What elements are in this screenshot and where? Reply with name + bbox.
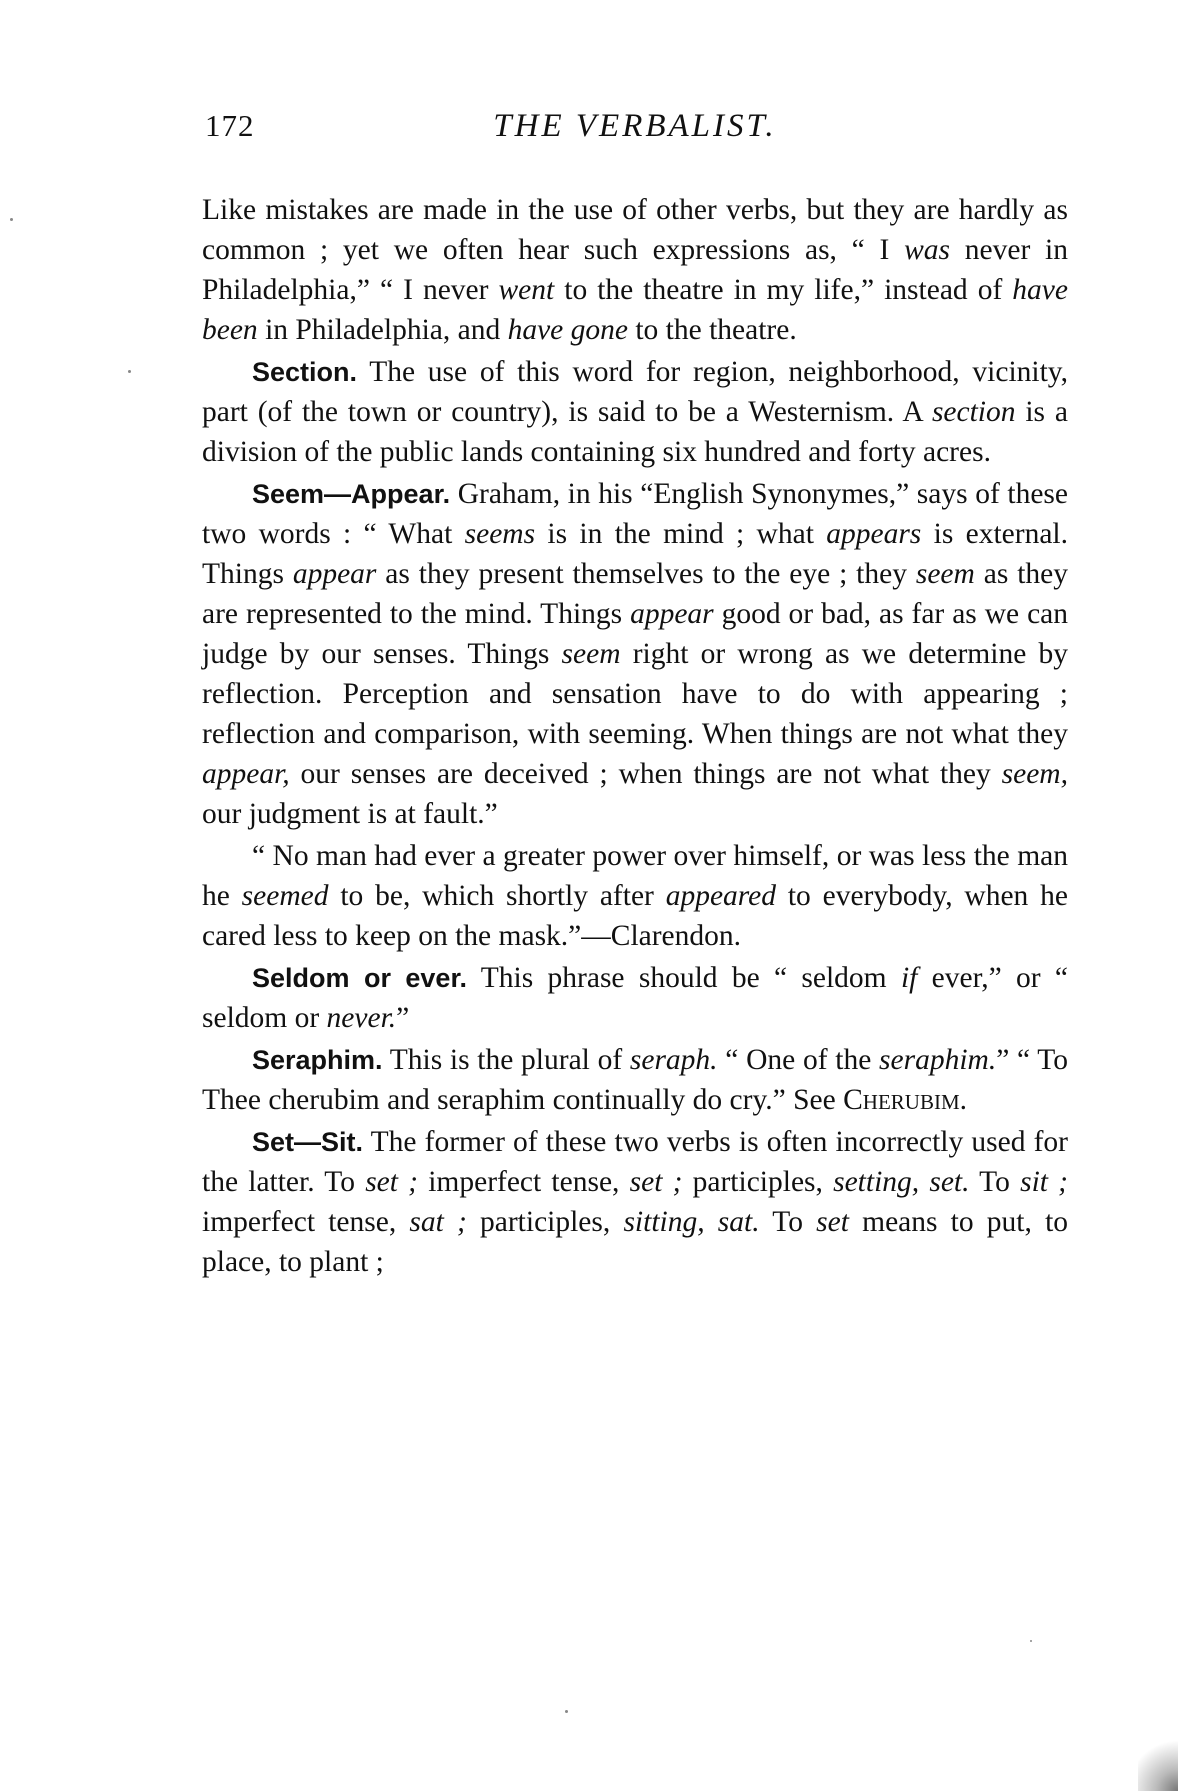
emphasis: seems [464, 518, 536, 550]
text-run: “ One of the [717, 1044, 880, 1076]
emphasis: seemed [241, 880, 329, 912]
paragraph-continuation [202, 190, 1068, 350]
emphasis: sitting, sat. [623, 1206, 760, 1238]
emphasis: appeared [665, 880, 777, 912]
entry-term: Seldom or ever. [252, 963, 467, 993]
text-run: imperfect tense, [418, 1166, 630, 1198]
emphasis: seem, [1001, 758, 1068, 790]
text-run: The former of these two verbs is often incorrectly used for the latter. To [202, 1126, 1068, 1198]
running-title: THE VERBALIST. [493, 108, 777, 144]
emphasis: setting, set. [833, 1166, 970, 1198]
text-run: This phrase should be “ seldom [466, 962, 901, 994]
text-run: participles, [466, 1206, 624, 1238]
emphasis: was [904, 234, 951, 266]
emphasis: appear [292, 558, 377, 590]
entry-seem-appear [202, 474, 1068, 834]
emphasis: seem [561, 638, 621, 670]
body-text [202, 190, 1068, 1284]
entry-seraphim [202, 1040, 1068, 1120]
text-run: is a division of the public lands containing six hundred and forty acres. [202, 396, 1068, 468]
text-run: This is the plural of [382, 1044, 630, 1076]
emphasis: set ; [629, 1166, 683, 1198]
quotation-clarendon [202, 836, 1068, 956]
emphasis: if [900, 962, 918, 994]
emphasis: appears [826, 518, 922, 550]
text-run: ” [396, 1002, 410, 1034]
text-run: To [969, 1166, 1021, 1198]
emphasis: set [816, 1206, 849, 1238]
running-head [205, 108, 1065, 152]
emphasis: seraph. [629, 1044, 718, 1076]
entry-term: Section. [252, 357, 358, 387]
text-run: imperfect tense, [202, 1206, 410, 1238]
text-run: to the theatre in my life,” instead of [554, 274, 1013, 306]
entry-set-sit [202, 1122, 1068, 1282]
entry-section [202, 352, 1068, 472]
text-run: participles, [682, 1166, 834, 1198]
text-run: “ No man had ever a greater power over himself, or was less the man he [202, 840, 1068, 912]
text-run: Like mistakes are made in the use of other verbs, but they are hardly as common ; yet we often hear such expressions as, “ I [202, 194, 1068, 266]
emphasis: appear, [202, 758, 290, 790]
text-run: ” “ To Thee cherubim and seraphim continually do cry.” See [202, 1044, 1069, 1116]
text-run: . [959, 1084, 968, 1116]
text-run: is external. Things [202, 518, 1068, 590]
text-run: our judgment is at fault.” [202, 798, 498, 830]
entry-term: Set—Sit. [252, 1127, 364, 1157]
text-run: to be, which shortly after [328, 880, 666, 912]
scan-edge-mark [1138, 1731, 1178, 1791]
entry-term: Seraphim. [252, 1045, 383, 1075]
text-run: The use of this word for region, neighborhood, vicinity, part (of the town or country), is said to be a Westernism. A [202, 356, 1068, 428]
emphasis: have gone [507, 314, 628, 346]
text-run: in Philadelphia, and [257, 314, 508, 346]
entry-seldom-or-ever [202, 958, 1068, 1038]
scan-speck [10, 218, 13, 221]
emphasis: section [931, 396, 1016, 428]
emphasis: never. [326, 1002, 397, 1034]
entry-term: Seem—Appear. [252, 479, 451, 509]
emphasis: have been [202, 274, 1068, 346]
emphasis: appear [630, 598, 714, 630]
emphasis: went [498, 274, 555, 306]
text-run: good or bad, as far as we can judge by our senses. Things [202, 598, 1069, 670]
scan-speck [128, 370, 131, 373]
text-run: right or wrong as we determine by reflection. Perception and sensation have to do with appearing ; reflection and comparison, with seeming. When things are not what they [202, 638, 1068, 750]
text-run: to everybody, when he cared less to keep on the mask.”—Clarendon. [202, 880, 1068, 952]
emphasis: sat ; [409, 1206, 467, 1238]
text-run: To [759, 1206, 817, 1238]
text-run: Graham, in his “English Synonymes,” says of these two words : “ What [202, 478, 1068, 550]
emphasis: set ; [365, 1166, 418, 1198]
scan-speck [565, 1710, 568, 1713]
emphasis: seem [915, 558, 975, 590]
text-run: never in Philadelphia,” “ I never [202, 234, 1068, 306]
text-run: ever,” or “ seldom or [202, 962, 1069, 1034]
scan-speck [1030, 1640, 1032, 1642]
text-run: as they present themselves to the eye ; they [376, 558, 916, 590]
page-number: 172 [205, 108, 255, 143]
emphasis: sit ; [1020, 1166, 1068, 1198]
text-run: to the theatre. [627, 314, 797, 346]
text-run: as they are represented to the mind. Things [202, 558, 1068, 630]
cross-reference: Cherubim [843, 1084, 960, 1116]
emphasis: seraphim. [879, 1044, 997, 1076]
text-run: is in the mind ; what [535, 518, 827, 550]
text-run: our senses are deceived ; when things are not what they [289, 758, 1002, 790]
text-run: means to put, to place, to plant ; [202, 1206, 1069, 1278]
